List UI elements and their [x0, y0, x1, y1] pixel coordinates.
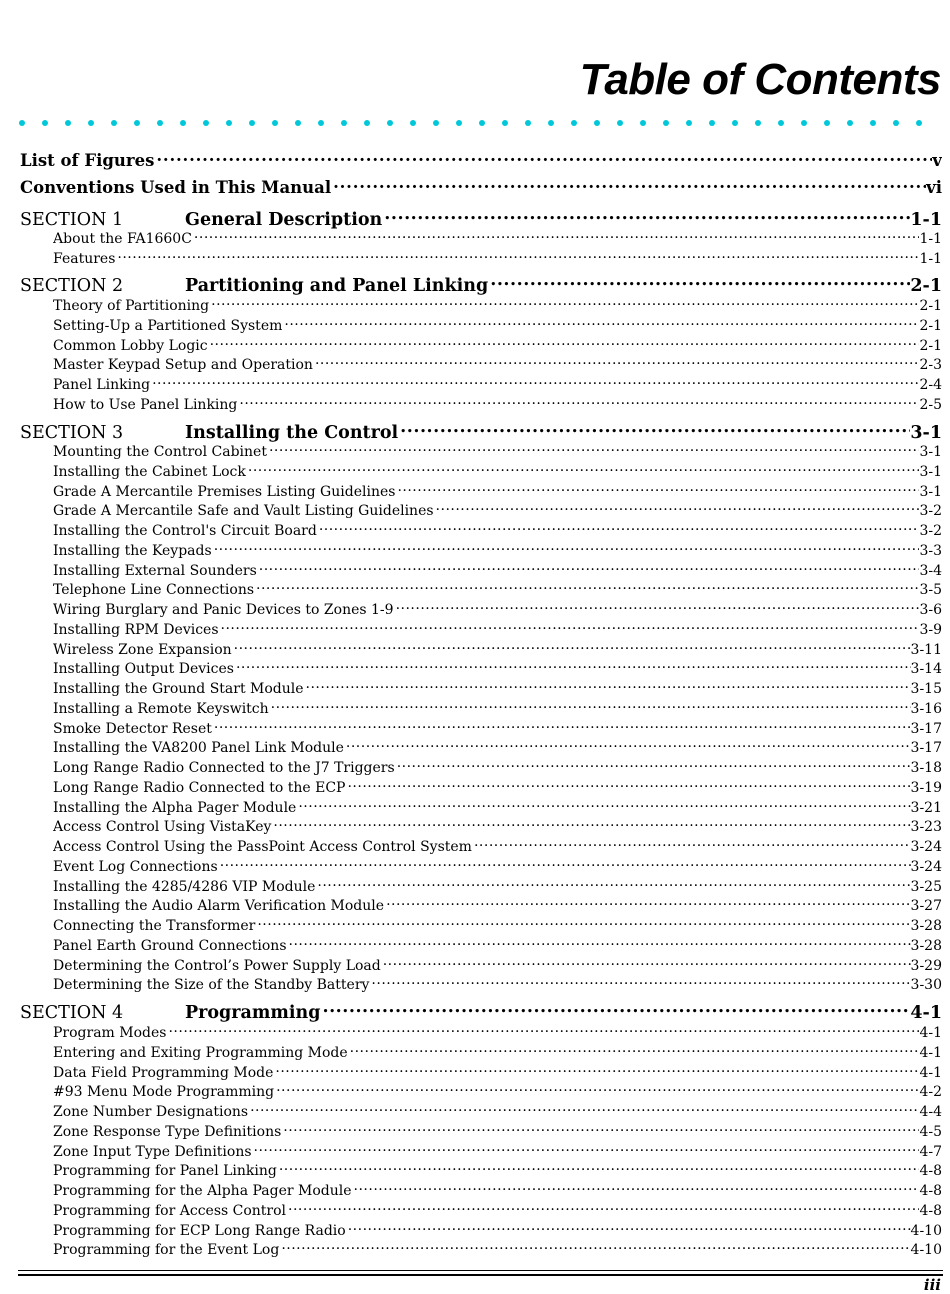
divider-dot — [479, 120, 485, 126]
toc-entry[interactable] — [53, 561, 942, 580]
toc-entry-label: Entering and Exiting Programming Mode — [53, 1045, 348, 1061]
toc-entry-label: Mounting the Control Cabinet — [53, 444, 267, 460]
toc-entry-page: 3-5 — [919, 582, 942, 598]
toc-entry-page: 4-1 — [919, 1045, 942, 1061]
toc-entry[interactable] — [53, 798, 942, 817]
toc-front-row[interactable] — [20, 149, 942, 171]
dot-leader — [234, 659, 911, 673]
toc-entry-page: 3-1 — [919, 444, 942, 460]
dot-leader — [192, 229, 920, 243]
toc-entry[interactable] — [53, 1240, 942, 1259]
toc-entry-page: 3-11 — [910, 642, 942, 658]
toc-front-row[interactable] — [20, 176, 942, 198]
toc-entry-page: 4-1 — [919, 1065, 942, 1081]
divider-dot — [686, 120, 692, 126]
toc-entry-page: 3-19 — [910, 780, 942, 796]
toc-entry-page: 3-2 — [919, 523, 942, 539]
dot-leader — [472, 837, 911, 851]
toc-entry-page: 4-8 — [919, 1183, 942, 1199]
toc-entry[interactable] — [53, 395, 942, 414]
divider-dot — [709, 120, 715, 126]
dot-leader — [282, 316, 919, 330]
dot-leader — [395, 758, 911, 772]
divider-dot — [801, 120, 807, 126]
section-title: General Description — [185, 209, 383, 230]
dot-leader — [246, 462, 920, 476]
toc-entry[interactable] — [53, 249, 942, 268]
divider-dot — [226, 120, 232, 126]
toc-entry[interactable] — [53, 521, 942, 540]
toc-entry-label: Grade A Mercantile Premises Listing Guidelines — [53, 484, 396, 500]
section-number: SECTION 2 — [20, 275, 124, 296]
divider-dot — [732, 120, 738, 126]
dot-leader — [281, 1122, 919, 1136]
toc-entry-page: 3-27 — [910, 898, 942, 914]
dot-leader — [208, 336, 920, 350]
section-page: 1-1 — [910, 209, 942, 230]
divider-dot — [870, 120, 876, 126]
dot-leader — [331, 176, 926, 193]
toc-entry[interactable] — [53, 857, 942, 876]
toc-entry[interactable] — [53, 375, 942, 394]
toc-entry[interactable] — [53, 1122, 942, 1141]
toc-entry-label: Installing the Cabinet Lock — [53, 464, 246, 480]
toc-entry-page: 3-16 — [910, 701, 942, 717]
toc-entry-label: Installing a Remote Keyswitch — [53, 701, 269, 717]
toc-entry[interactable] — [53, 975, 942, 994]
section-number: SECTION 4 — [20, 1002, 124, 1023]
toc-entry[interactable] — [53, 1102, 942, 1121]
divider-dot — [916, 120, 922, 126]
divider-dot — [341, 120, 347, 126]
toc-entry-page: 3-23 — [910, 819, 942, 835]
toc-entry-page: 3-9 — [919, 622, 942, 638]
toc-entry-label: Determining the Control’s Power Supply Load — [53, 958, 381, 974]
divider-dot — [318, 120, 324, 126]
toc-entry-page: 3-25 — [910, 879, 942, 895]
dot-leader — [317, 521, 920, 535]
toc-entry[interactable] — [53, 1043, 942, 1062]
toc-entry-page: 4-4 — [919, 1104, 942, 1120]
toc-entry-label: Theory of Partitioning — [53, 298, 210, 314]
toc-entry[interactable] — [53, 778, 942, 797]
dot-leader — [267, 442, 919, 456]
toc-entry-page: 3-30 — [910, 977, 942, 993]
toc-entry-label: Grade A Mercantile Safe and Vault Listing Guidelines — [53, 503, 434, 519]
dot-leader — [346, 1221, 911, 1235]
dot-leader — [257, 561, 920, 575]
toc-entry-page: 3-28 — [910, 918, 942, 934]
toc-entry-page: 3-28 — [910, 938, 942, 954]
divider-dot — [502, 120, 508, 126]
dot-leader — [273, 1063, 919, 1077]
toc-entry-page: 4-1 — [919, 1025, 942, 1041]
toc-entry[interactable] — [53, 679, 942, 698]
toc-entry[interactable] — [53, 719, 942, 738]
dot-leader — [304, 679, 911, 693]
toc-entry-label: #93 Menu Mode Programming — [53, 1084, 275, 1100]
toc-entry-page: 3-14 — [910, 661, 942, 677]
toc-entry-label: Access Control Using VistaKey — [53, 819, 272, 835]
toc-entry[interactable] — [53, 936, 942, 955]
section-title: Partitioning and Panel Linking — [185, 275, 489, 296]
section-title: Programming — [185, 1002, 321, 1023]
toc-entry[interactable] — [53, 336, 942, 355]
toc-entry-label: Programming for Panel Linking — [53, 1163, 277, 1179]
toc-entry[interactable] — [53, 1082, 942, 1101]
toc-entry[interactable] — [53, 640, 942, 659]
dot-leader — [277, 1161, 920, 1175]
toc-entry-label: Master Keypad Setup and Operation — [53, 357, 313, 373]
dot-leader — [382, 207, 910, 225]
divider-dot — [594, 120, 600, 126]
section-title: Installing the Control — [185, 422, 399, 443]
section-page: 2-1 — [910, 275, 942, 296]
dot-leader — [166, 1023, 919, 1037]
toc-entry-label: Telephone Line Connections — [53, 582, 255, 598]
toc-entry-page: 3-18 — [910, 760, 942, 776]
divider-dot — [88, 120, 94, 126]
toc-entry-label: Wiring Burglary and Panic Devices to Zones 1-9 — [53, 602, 394, 618]
toc-section-heading[interactable] — [20, 420, 942, 444]
divider-dot — [272, 120, 278, 126]
toc-entry[interactable] — [53, 1221, 942, 1240]
toc-entry-page: 4-7 — [919, 1144, 942, 1160]
divider-dot — [65, 120, 71, 126]
toc-entry-page: 3-29 — [910, 958, 942, 974]
toc-entry-label: Installing the 4285/4286 VIP Module — [53, 879, 316, 895]
toc-entry-label: Determining the Size of the Standby Battery — [53, 977, 370, 993]
divider-dot — [847, 120, 853, 126]
toc-entry-page: 2-4 — [919, 377, 942, 393]
toc-entry-page: 1-1 — [919, 231, 942, 247]
toc-entry[interactable] — [53, 462, 942, 481]
dot-leader — [395, 482, 919, 496]
toc-entry-page: 4-8 — [919, 1203, 942, 1219]
toc-entry[interactable] — [53, 600, 942, 619]
dot-leader — [209, 296, 919, 310]
toc-entry-label: Smoke Detector Reset — [53, 721, 212, 737]
toc-entry-label: Long Range Radio Connected to the J7 Triggers — [53, 760, 395, 776]
toc-entry[interactable] — [53, 1023, 942, 1042]
dot-leader — [313, 355, 920, 369]
dot-leader — [394, 600, 920, 614]
toc-entry[interactable] — [53, 738, 942, 757]
divider-dot — [663, 120, 669, 126]
toc-entry[interactable] — [53, 817, 942, 836]
toc-entry[interactable] — [53, 1142, 942, 1161]
divider-dot — [364, 120, 370, 126]
toc-section-heading[interactable] — [20, 207, 942, 231]
divider-dot — [295, 120, 301, 126]
toc-front-page: v — [932, 150, 942, 170]
toc-entry-page: 3-21 — [910, 800, 942, 816]
toc-entry-label: Programming for the Alpha Pager Module — [53, 1183, 352, 1199]
toc-entry-label: About the FA1660C — [53, 231, 192, 247]
toc-entry-label: Programming for ECP Long Range Radio — [53, 1223, 346, 1239]
toc-entry[interactable] — [53, 229, 942, 248]
dot-leader — [345, 778, 910, 792]
toc-entry-label: Installing the Audio Alarm Verification Module — [53, 898, 385, 914]
toc-entry-label: Long Range Radio Connected to the ECP — [53, 780, 346, 796]
toc-entry-page: 4-10 — [910, 1242, 942, 1258]
page-title: Table of Contents — [579, 55, 941, 104]
dot-leader — [115, 249, 919, 263]
toc-entry-label: Installing the Keypads — [53, 543, 212, 559]
dot-leader — [344, 738, 911, 752]
divider-dot — [433, 120, 439, 126]
dot-leader — [212, 719, 911, 733]
divider-dot — [640, 120, 646, 126]
toc-entry[interactable] — [53, 296, 942, 315]
divider-dot — [893, 120, 899, 126]
dot-leader — [254, 580, 919, 594]
section-number: SECTION 3 — [20, 422, 124, 443]
toc-entry-page: 4-10 — [910, 1223, 942, 1239]
toc-entry-label: Programming for the Event Log — [53, 1242, 280, 1258]
divider-dot — [157, 120, 163, 126]
toc-entry-page: 3-24 — [910, 859, 942, 875]
section-page: 4-1 — [910, 1002, 942, 1023]
toc-entry-label: Programming for Access Control — [53, 1203, 287, 1219]
toc-entry[interactable] — [53, 877, 942, 896]
dot-leader — [232, 640, 911, 654]
dot-leader — [286, 1201, 919, 1215]
divider-dot — [824, 120, 830, 126]
divider-dot — [548, 120, 554, 126]
toc-section-heading[interactable] — [20, 273, 942, 297]
toc-entry-label: Installing the Ground Start Module — [53, 681, 304, 697]
toc-entry[interactable] — [53, 956, 942, 975]
dot-leader — [279, 1240, 910, 1254]
toc-entry[interactable] — [53, 620, 942, 639]
toc-entry-page: 2-1 — [919, 318, 942, 334]
toc-entry[interactable] — [53, 482, 942, 501]
toc-front-page: vi — [926, 177, 942, 197]
toc-entry-label: Panel Earth Ground Connections — [53, 938, 287, 954]
toc-entry-page: 3-3 — [919, 543, 942, 559]
divider-dot — [617, 120, 623, 126]
dot-leader — [218, 857, 911, 871]
toc-entry-page: 3-17 — [910, 721, 942, 737]
divider-dot — [203, 120, 209, 126]
toc-entry-label: Installing External Sounders — [53, 563, 257, 579]
footer-rule-thin — [18, 1270, 943, 1271]
toc-entry-label: Zone Response Type Definitions — [53, 1124, 282, 1140]
divider-dot — [111, 120, 117, 126]
toc-entry-label: Wireless Zone Expansion — [53, 642, 232, 658]
toc-entry-label: Common Lobby Logic — [53, 338, 208, 354]
dot-leader — [321, 1000, 911, 1018]
page-number: iii — [923, 1276, 941, 1294]
toc-entry[interactable] — [53, 1181, 942, 1200]
divider-dot — [525, 120, 531, 126]
divider-dot — [19, 120, 25, 126]
divider-dot — [134, 120, 140, 126]
dot-leader — [348, 1043, 920, 1057]
divider-dot — [755, 120, 761, 126]
toc-entry-page: 2-5 — [919, 397, 942, 413]
footer-rule-thick — [18, 1274, 943, 1276]
dot-leader — [271, 817, 910, 831]
toc-entry[interactable] — [53, 1201, 942, 1220]
dot-leader — [248, 1102, 919, 1116]
toc-entry-label: Panel Linking — [53, 377, 151, 393]
dot-leader — [274, 1082, 919, 1096]
toc-entry[interactable] — [53, 1063, 942, 1082]
toc-entry[interactable] — [53, 659, 942, 678]
toc-entry-label: Zone Number Designations — [53, 1104, 249, 1120]
dot-leader — [269, 699, 911, 713]
toc-entry[interactable] — [53, 896, 942, 915]
section-number: SECTION 1 — [20, 209, 124, 230]
divider-dot — [778, 120, 784, 126]
dot-leader — [315, 877, 910, 891]
toc-entry-label: Installing the Control's Circuit Board — [53, 523, 317, 539]
toc-entry-label: Installing the VA8200 Panel Link Module — [53, 740, 344, 756]
toc-section-heading[interactable] — [20, 1000, 942, 1024]
dot-leader — [237, 395, 919, 409]
section-page: 3-1 — [910, 422, 942, 443]
toc-entry-page: 4-8 — [919, 1163, 942, 1179]
toc-entry[interactable] — [53, 916, 942, 935]
dot-leader — [287, 936, 911, 950]
divider-dot — [249, 120, 255, 126]
toc-entry-label: Access Control Using the PassPoint Access Control System — [53, 839, 472, 855]
toc-entry-label: Installing Output Devices — [53, 661, 234, 677]
toc-entry[interactable] — [53, 501, 942, 520]
toc-entry-label: Program Modes — [53, 1025, 167, 1041]
toc-entry[interactable] — [53, 1161, 942, 1180]
toc-front-label: List of Figures — [20, 150, 155, 170]
toc-entry[interactable] — [53, 442, 942, 461]
divider-dot — [42, 120, 48, 126]
toc-entry-page: 3-1 — [919, 484, 942, 500]
toc-entry-label: Event Log Connections — [53, 859, 218, 875]
dot-leader — [384, 896, 910, 910]
toc-entry[interactable] — [53, 316, 942, 335]
toc-entry-page: 3-1 — [919, 464, 942, 480]
divider-dot — [180, 120, 186, 126]
divider-dot — [456, 120, 462, 126]
toc-entry-page: 3-15 — [910, 681, 942, 697]
toc-entry-label: Installing the Alpha Pager Module — [53, 800, 297, 816]
dot-leader — [150, 375, 919, 389]
toc-entry-page: 3-17 — [910, 740, 942, 756]
toc-entry-label: Installing RPM Devices — [53, 622, 219, 638]
divider-dot — [387, 120, 393, 126]
toc-entry[interactable] — [53, 699, 942, 718]
dot-leader — [252, 1142, 920, 1156]
toc-entry-page: 2-1 — [919, 338, 942, 354]
toc-entry-label: Setting-Up a Partitioned System — [53, 318, 283, 334]
toc-entry-label: Connecting the Transformer — [53, 918, 256, 934]
dotted-divider — [18, 117, 938, 129]
toc-entry-page: 3-2 — [919, 503, 942, 519]
dot-leader — [296, 798, 910, 812]
toc-entry-page: 4-2 — [919, 1084, 942, 1100]
dot-leader — [434, 501, 920, 515]
dot-leader — [369, 975, 910, 989]
toc-entry[interactable] — [53, 837, 942, 856]
divider-dot — [571, 120, 577, 126]
toc-entry[interactable] — [53, 541, 942, 560]
toc-entry-page: 3-6 — [919, 602, 942, 618]
toc-entry[interactable] — [53, 580, 942, 599]
toc-entry-page: 4-5 — [919, 1124, 942, 1140]
dot-leader — [398, 420, 910, 438]
dot-leader — [219, 620, 920, 634]
toc-entry-page: 1-1 — [919, 251, 942, 267]
dot-leader — [255, 916, 910, 930]
toc-entry-page: 3-24 — [910, 839, 942, 855]
toc-entry-label: Data Field Programming Mode — [53, 1065, 274, 1081]
toc-entry-page: 2-1 — [919, 298, 942, 314]
dot-leader — [154, 149, 932, 166]
dot-leader — [381, 956, 911, 970]
toc-front-label: Conventions Used in This Manual — [20, 177, 332, 197]
toc-entry-page: 2-3 — [919, 357, 942, 373]
toc-entry-label: How to Use Panel Linking — [53, 397, 238, 413]
divider-dot — [410, 120, 416, 126]
dot-leader — [212, 541, 920, 555]
dot-leader — [352, 1181, 920, 1195]
toc-entry-label: Zone Input Type Definitions — [53, 1144, 252, 1160]
toc-entry[interactable] — [53, 758, 942, 777]
dot-leader — [488, 273, 910, 291]
toc-entry-page: 3-4 — [919, 563, 942, 579]
toc-entry-label: Features — [53, 251, 116, 267]
toc-entry[interactable] — [53, 355, 942, 374]
